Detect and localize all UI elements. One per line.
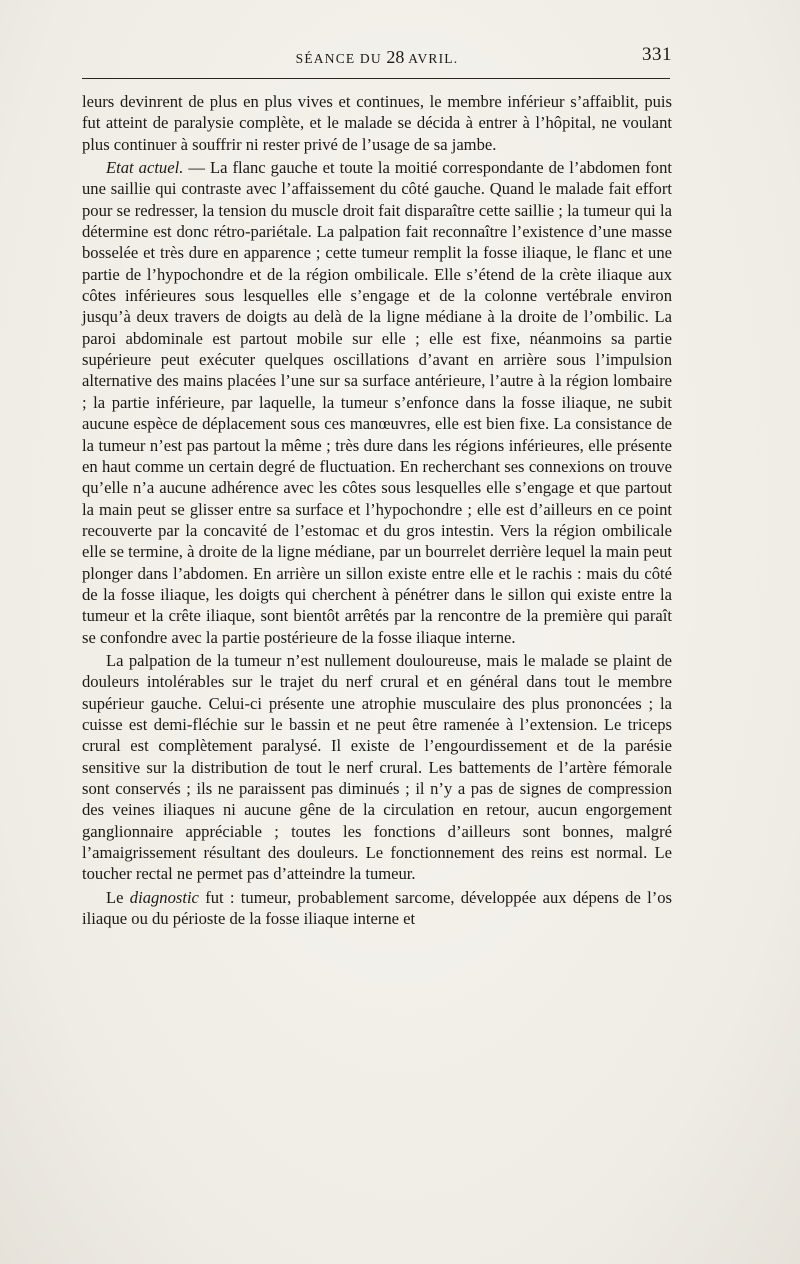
paragraph-etat-actuel-text: — La flanc gauche et toute la moitié correspondante de l’abdomen font une saillie qui contraste avec l’affaissement du côté gauche. Quand le malade fait effort pour se redresser, la tension du muscle droit fait disparaître cette saillie ; la tumeur qui la détermine est donc rétro-pariétale. La palpation fait reconnaître l’existence d’une masse bosselée et très dure en apparence ; cette tumeur remplit la fosse iliaque, le flanc et une partie de l’hypochondre et de la région ombilicale. Elle s’étend de la crète iliaque aux côtes inférieures sous lesquelles elle s’engage et de la colonne vertébrale environ jusqu’à deux travers de doigts au delà de la ligne médiane à la droite de l’ombilic. La paroi abdominale est partout mobile sur elle ; elle est fixe, néanmoins sa partie supérieure peut exécuter quelques oscillations d’avant en arrière sous l’impulsion alternative des mains placées l’une sur sa surface antérieure, l’autre à la région lombaire ; la partie inférieure, par laquelle, la tumeur s’enfonce dans la fosse iliaque, ne subit aucune espèce de déplacement sous ces manœuvres, elle est bien fixe. La consistance de la tumeur n’est pas partout la même ; très dure dans les régions inférieures, elle présente en haut comme un certain degré de fluctuation. En recherchant ses connexions on trouve qu’elle n’a aucune adhérence avec les côtes sous lesquelles elle s’engage et que partout la main peut se glisser entre sa surface et l’hypochondre ; elle est d’ailleurs en ce point recouverte par la concavité de l’estomac et du gros intestin. Vers la région ombilicale elle se termine, à droite de la ligne médiane, par un bourrelet derrière lequel la main peut plonger dans l’abdomen. En arrière un sillon existe entre elle et le rachis : mais du côté de la fosse iliaque, les doigts qui cherchent à pénétrer dans le sillon qui existe entre la tumeur et la crête iliaque, sont bientôt arrêtés par la rencontre de la première qui paraît se confondre avec la partie postérieure de la fosse iliaque interne. xyxy=(82,158,672,647)
running-title xyxy=(82,47,672,68)
page-number: 331 xyxy=(642,44,672,65)
paragraph-diagnostic xyxy=(82,887,672,930)
paragraph-continuation: leurs devinrent de plus en plus vives et continues, le membre inférieur s’affaiblit, puis fut atteint de paralysie complète, et le malade se décida à entrer à l’hôpital, ne voulant plus continuer à souffrir ni rester privé de l’usage de sa jambe. xyxy=(82,92,672,154)
body-text xyxy=(82,91,672,929)
section-lead-etat-actuel: Etat actuel. xyxy=(106,158,184,178)
term-diagnostic: diagnostic xyxy=(129,887,199,907)
running-title-day: 28 xyxy=(386,47,405,67)
header-rule xyxy=(82,78,670,79)
paragraph-palpation: La palpation de la tumeur n’est nullement douloureuse, mais le malade se plaint de douleurs intolérables sur le trajet du nerf crural et en général dans tout le membre supérieur gauche. Celui-ci présente une atrophie musculaire des plus prononcées ; la cuisse est demi-fléchie sur le bassin et ne peut être ramenée à l’extension. Le triceps crural est complètement paralysé. Il existe de l’engourdissement et de la parésie sensitive sur la distribution de tout le nerf crural. Les battements de l’artère fémorale sont conservés ; ils ne paraissent pas diminués ; il n’y a pas de signes de compression des veines iliaques ni aucune gêne de la circulation en retour, aucun engorgement ganglionnaire appréciable ; toutes les fonctions d’ailleurs sont bonnes, malgré l’amaigrissement résultant des douleurs. Le fonctionnement des reins est normal. Le toucher rectal ne permet pas d’atteindre la tumeur. xyxy=(82,650,672,884)
paragraph-diagnostic-lead: Le xyxy=(106,887,130,907)
paragraph-etat-actuel xyxy=(82,157,672,648)
paragraph-diagnostic-text: fut : tumeur, probablement sarcome, développée aux dépens de l’os iliaque ou du périoste de la fosse iliaque interne et xyxy=(82,887,672,929)
running-title-start: SÉANCE DU xyxy=(295,51,387,66)
running-title-month: AVRIL. xyxy=(404,51,459,66)
running-head xyxy=(82,44,672,72)
